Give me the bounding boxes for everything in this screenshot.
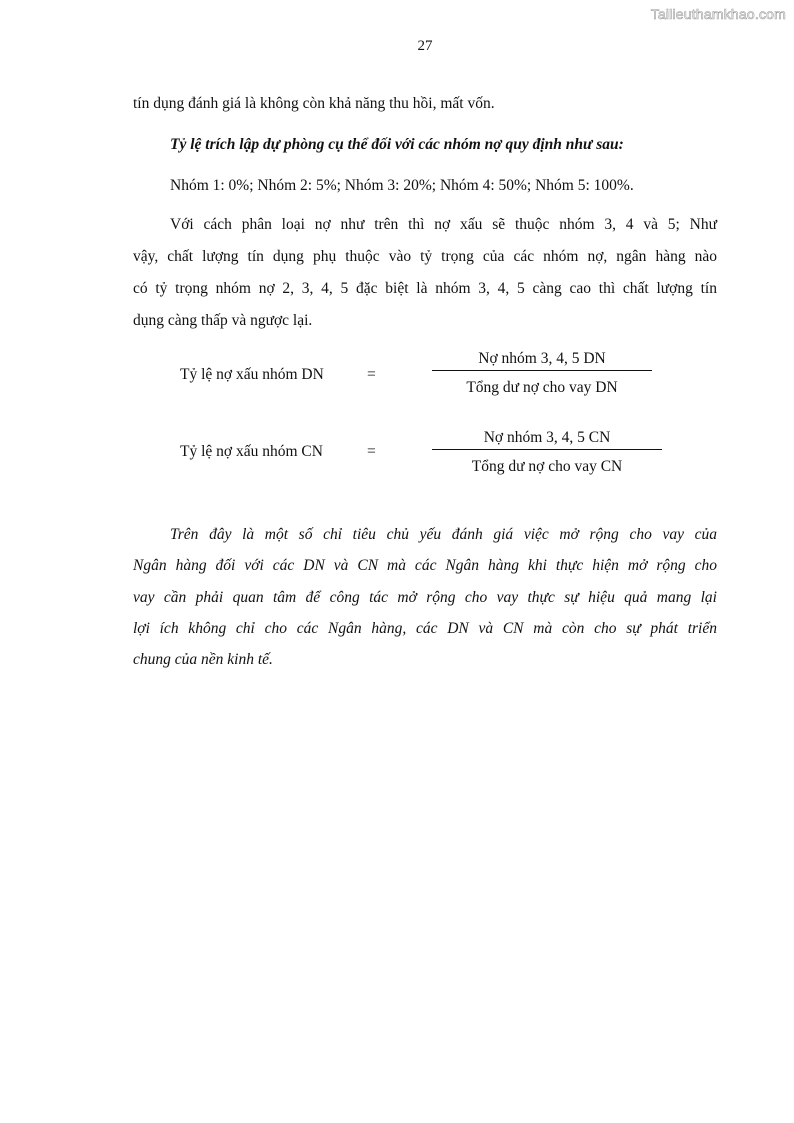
page-number: 27 — [417, 38, 433, 54]
formula-dn-label: Tỷ lệ nợ xấu nhóm DN — [180, 366, 324, 383]
provision-heading: Tỷ lệ trích lập dự phòng cụ thể đối với các nhóm nợ quy định như sau: — [170, 136, 624, 153]
conclusion-line-5: chung của nền kinh tế. — [133, 651, 273, 668]
conclusion-line-1: Trên đây là một số chỉ tiêu chủ yếu đánh giá việc mở rộng cho vay của — [170, 526, 717, 543]
formula-cn-numerator: Nợ nhóm 3, 4, 5 CN — [432, 429, 662, 450]
conclusion-line-2: Ngân hàng đối với các DN và CN mà các Ngân hàng khi thực hiện mở rộng cho — [133, 557, 717, 574]
watermark-text: Tailieuthamkhao.com — [650, 6, 786, 22]
conclusion-line-4: lợi ích không chỉ cho các Ngân hàng, các DN và CN mà còn cho sự phát triển — [133, 620, 717, 637]
formula-dn-numerator: Nợ nhóm 3, 4, 5 DN — [432, 350, 652, 371]
intro-paragraph-line: tín dụng đánh giá là không còn khả năng thu hồi, mất vốn. — [133, 95, 495, 112]
formula-cn-equals: = — [367, 443, 376, 460]
formula-cn-label: Tỷ lệ nợ xấu nhóm CN — [180, 443, 323, 460]
formula-dn-denominator: Tổng dư nợ cho vay DN — [466, 379, 618, 396]
classification-line-1: Với cách phân loại nợ như trên thì nợ xấu sẽ thuộc nhóm 3, 4 và 5; Như — [170, 216, 717, 233]
conclusion-line-3: vay cần phải quan tâm để công tác mở rộng cho vay thực sự hiệu quả mang lại — [133, 589, 717, 606]
provision-rates: Nhóm 1: 0%; Nhóm 2: 5%; Nhóm 3: 20%; Nhóm 4: 50%; Nhóm 5: 100%. — [170, 177, 634, 194]
formula-dn-fraction — [432, 350, 652, 397]
classification-line-2: vậy, chất lượng tín dụng phụ thuộc vào tỷ trọng của các nhóm nợ, ngân hàng nào — [133, 248, 717, 265]
classification-line-3: có tỷ trọng nhóm nợ 2, 3, 4, 5 đặc biệt là nhóm 3, 4, 5 càng cao thì chất lượng tín — [133, 280, 717, 297]
formula-cn-denominator: Tổng dư nợ cho vay CN — [471, 458, 623, 475]
formula-cn-fraction — [432, 429, 662, 476]
classification-line-4: dụng càng thấp và ngược lại. — [133, 312, 313, 329]
formula-dn-equals: = — [367, 366, 376, 383]
